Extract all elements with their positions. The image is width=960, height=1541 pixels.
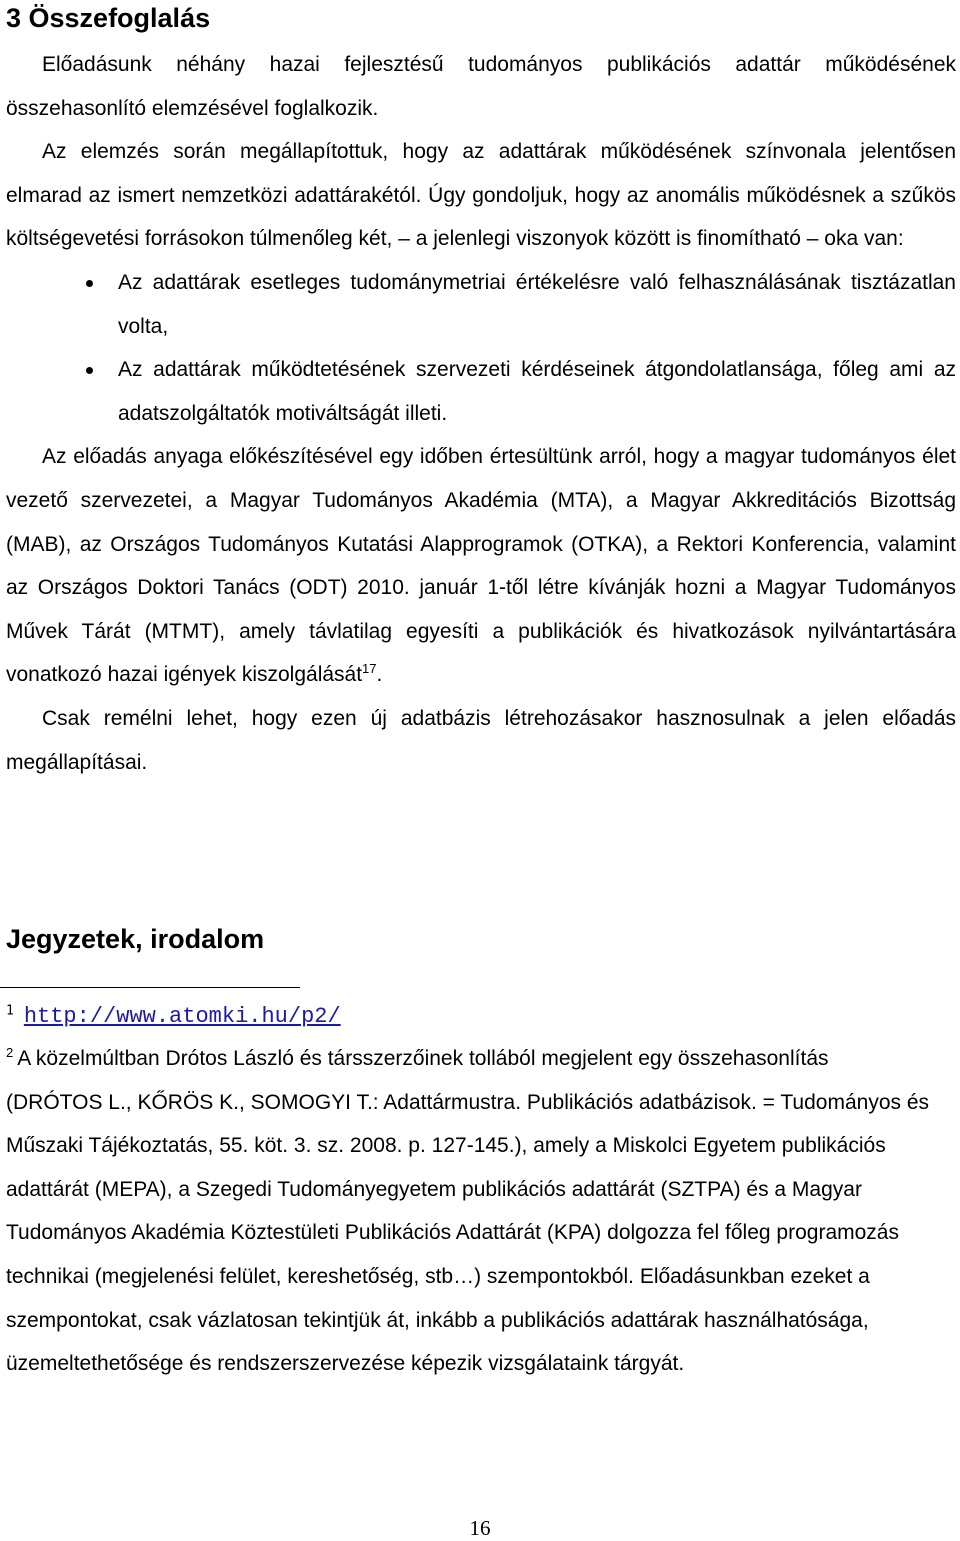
references-title: Jegyzetek, irodalom xyxy=(6,924,265,954)
footnote-2 xyxy=(0,1037,930,1386)
footnote-2-mark: 2 xyxy=(6,1045,14,1060)
bullet-icon xyxy=(86,367,93,374)
document-page xyxy=(6,0,956,784)
footnote-ref-17[interactable]: 17 xyxy=(362,661,377,677)
paragraph-conclusion: Csak remélni lehet, hogy ezen új adatbázis létrehozásakor hasznosulnak a jelen előadás megállapításai. xyxy=(6,706,956,774)
footnote-1-link[interactable]: http://www.atomki.hu/p2/ xyxy=(23,1004,341,1029)
list-item xyxy=(6,261,956,348)
paragraph-mtmt xyxy=(6,435,956,697)
paragraph-analysis: Az elemzés során megállapítottuk, hogy az adattárak működésének színvonala jelentősen elmarad az ismert nemzetközi adattárakétól. Úgy gondoljuk, hogy az anomális működésnek a szűkös költségevetési forrásokon túlmenőleg két, – a jelenlegi viszonyok között is finomítható – oka van: xyxy=(6,140,956,251)
footnote-2-text: A közelmúltban Drótos László és társszerzőinek tollából megjelent egy összehasonlítás (DRÓTOS L., KŐRÖS K., SOMOGYI T.: Adattármustra. Publikációs adatbázisok. = Tudományos és Műszaki Tájékoztatás, 55. köt. 3. sz. 2008. p. 127-145.), amely a Miskolci Egyetem publikációs adattárát (MEPA), a Szegedi Tudományegyetem publikációs adattárát (SZTPA) és a Magyar Tudományos Akadémia Köztestületi Publikációs Adattárát (KPA) dolgozza fel főleg programozás technikai (megjelenési felület, kereshetőség, stb…) szempontokból. Előadásunkban ezeket a szempontokat, csak vázlatosan tekintjük át, inkább a publikációs adattárak használhatósága, üzemeltethetősége és rendszerszervezése képezik vizsgálataink tárgyát. xyxy=(6,1047,930,1376)
footnote-1-mark: 1 xyxy=(6,1003,14,1019)
bullet-icon xyxy=(86,280,93,287)
list-item-text: Az adattárak működtetésének szervezeti kérdéseinek átgondolatlansága, főleg ami az adatszolgáltatók motiváltságát illeti. xyxy=(118,358,956,425)
list-item-text: Az adattárak esetleges tudománymetriai értékelésre való felhasználásának tisztázatlan volta, xyxy=(118,270,956,338)
footnote-separator xyxy=(0,987,300,988)
section-title: 3 Összefoglalás xyxy=(6,3,211,33)
footnotes xyxy=(0,996,930,1386)
paragraph-intro: Előadásunk néhány hazai fejlesztésű tudományos publikációs adattár működésének összehasonlító elemzésével foglalkozik. xyxy=(6,53,956,120)
page-number: 16 xyxy=(469,1516,491,1540)
paragraph-mtmt-end: . xyxy=(376,663,383,687)
footnote-1 xyxy=(0,996,930,1037)
list-item xyxy=(6,348,956,435)
paragraph-mtmt-text: Az előadás anyaga előkészítésével egy időben értesültünk arról, hogy a magyar tudományos élet vezető szervezetei, a Magyar Tudományos Akadémia (MTA), a Magyar Akkreditációs Bizottság (MAB), az Országos Tudományos Kutatási Alapprogramok (OTKA), a Rektori Konferencia, valamint az Országos Doktori Tanács (ODT) 2010. január 1-től létre kívánják hozni a Magyar Tudományos Művek Tárát (MTMT), amely távlatilag egyesíti a publikációk és hivatkozások nyilvántartására vonatkozó hazai igények kiszolgálását xyxy=(6,445,956,687)
bullet-list xyxy=(6,261,956,435)
